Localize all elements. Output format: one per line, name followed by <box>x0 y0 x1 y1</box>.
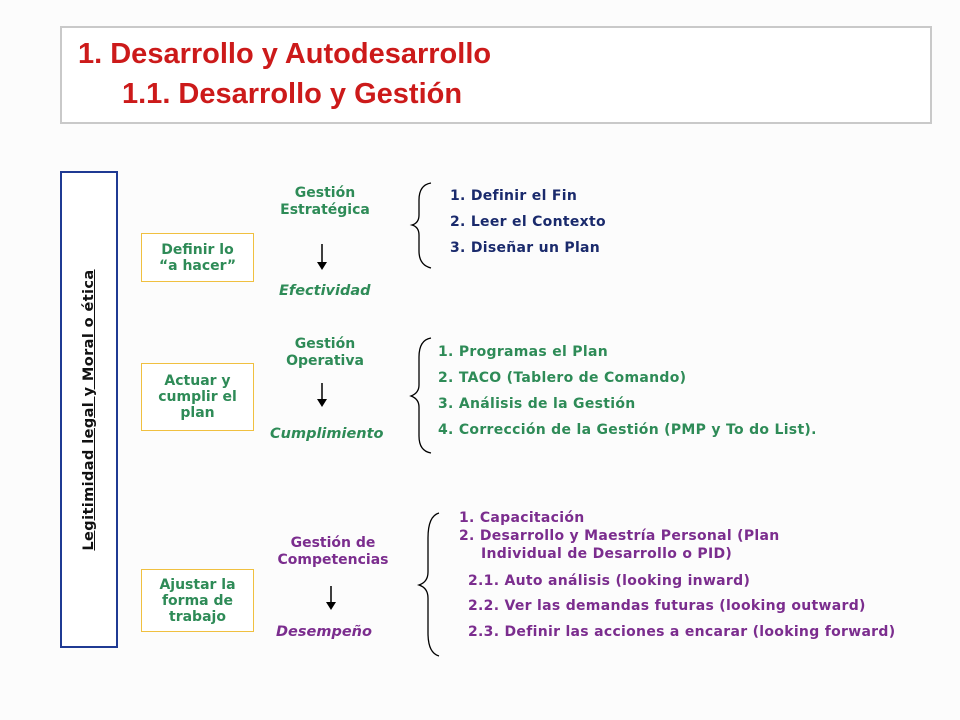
action-box-act: Actuar y cumplir el plan <box>141 363 254 431</box>
list-item: 1. Capacitación <box>459 510 585 526</box>
list-item: 2.2. Ver las demandas futuras (looking outward) <box>468 598 866 614</box>
result-effectiveness: Efectividad <box>279 283 371 299</box>
result-compliance: Cumplimiento <box>270 426 384 442</box>
result-performance: Desempeño <box>276 624 372 640</box>
list-item: 2. TACO (Tablero de Comando) <box>438 370 687 386</box>
list-item: 2. Leer el Contexto <box>450 214 606 230</box>
arrow-down-icon <box>317 244 327 270</box>
action-box-define: Definir lo “a hacer” <box>141 233 254 282</box>
title-sub: 1.1. Desarrollo y Gestión <box>122 78 463 110</box>
brace-icon <box>412 183 431 268</box>
list-item: 2.1. Auto análisis (looking inward) <box>468 573 751 589</box>
management-strategic: Gestión Estratégica <box>280 185 370 218</box>
list-item: 3. Diseñar un Plan <box>450 240 601 256</box>
list-item: 2. Desarrollo y Maestría Personal (Plan <box>459 528 780 544</box>
list-item: 3. Análisis de la Gestión <box>438 396 636 412</box>
arrow-down-icon <box>317 383 327 407</box>
brace-icon <box>419 513 439 656</box>
list-item: Individual de Desarrollo o PID) <box>481 546 733 562</box>
list-item: 1. Definir el Fin <box>450 188 578 204</box>
management-operative: Gestión Operativa <box>286 336 364 369</box>
legitimacy-label: Legitimidad legal y Moral o ética <box>81 269 97 551</box>
list-item: 1. Programas el Plan <box>438 344 608 360</box>
management-competencies: Gestión de Competencias <box>277 535 389 568</box>
list-item: 4. Corrección de la Gestión (PMP y To do List). <box>438 422 817 438</box>
brace-icon <box>411 338 431 453</box>
list-item: 2.3. Definir las acciones a encarar (looking forward) <box>468 624 896 640</box>
arrow-down-icon <box>326 586 336 610</box>
title-main: 1. Desarrollo y Autodesarrollo <box>78 38 492 70</box>
action-box-adjust: Ajustar la forma de trabajo <box>141 569 254 632</box>
